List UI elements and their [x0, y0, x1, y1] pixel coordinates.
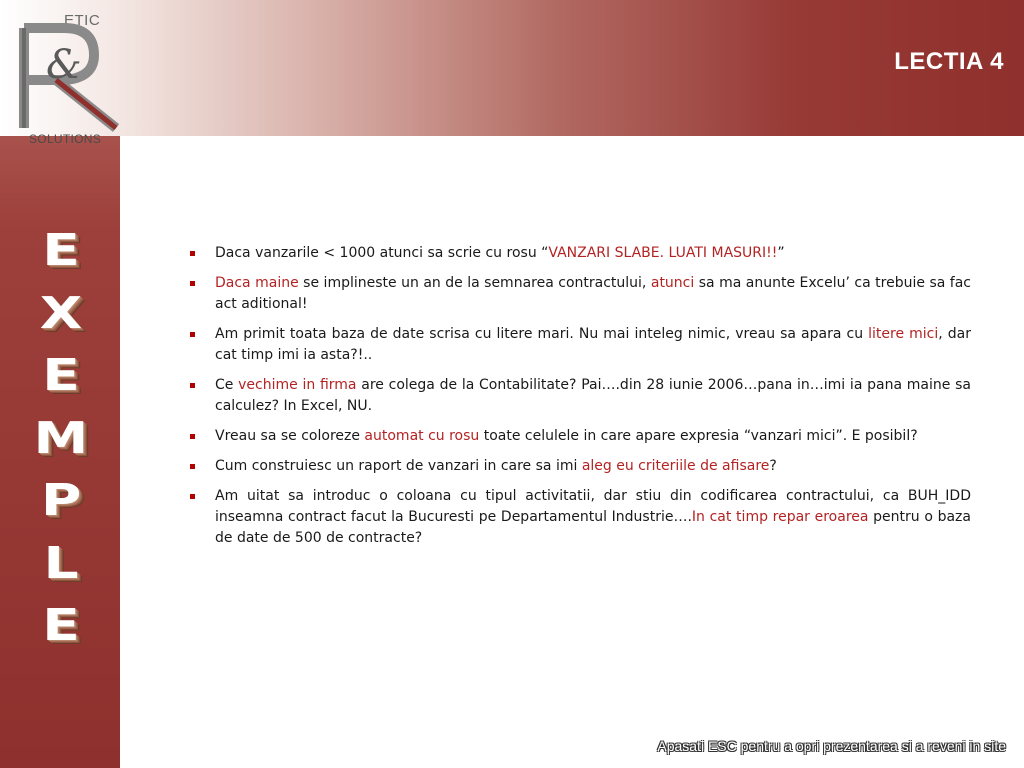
- slide-content: [188, 243, 971, 558]
- bullet-text: Am uitat sa introduc o coloana cu tipul activitatii, dar stiu din codificarea contractului, ca BUH_IDD inseamna contract facut la Bucuresti pe Departamentul Industrie….: [215, 488, 971, 525]
- bullet-text: ?: [769, 458, 777, 474]
- bullet-square-icon: [190, 464, 195, 469]
- bullet-text: Vreau sa se coloreze: [215, 428, 365, 444]
- vertical-letter: X: [39, 287, 83, 339]
- highlighted-text: atunci: [650, 275, 695, 291]
- bullet-item: [188, 426, 971, 447]
- vertical-letter: L: [43, 537, 79, 589]
- bullet-text: Daca vanzarile < 1000 atunci sa scrie cu rosu “: [215, 245, 549, 261]
- highlighted-text: vechime in firma: [238, 377, 357, 393]
- bullet-square-icon: [190, 434, 195, 439]
- bullet-square-icon: [190, 332, 195, 337]
- bullet-text: are colega de la Contabilitate? Pai….din 28 iunie 2006…pana in…imi ia pana maine sa calculez? In Excel, NU.: [215, 377, 971, 414]
- bullet-item: [188, 243, 971, 264]
- bullet-text: ”: [777, 245, 785, 261]
- svg-text:&: &: [46, 42, 82, 88]
- bullet-list: [188, 243, 971, 549]
- bullet-item: [188, 486, 971, 549]
- vertical-letter: E: [42, 225, 80, 276]
- bullet-square-icon: [190, 383, 195, 388]
- vertical-letter: M: [33, 412, 89, 464]
- vertical-word-exemple: [26, 220, 96, 658]
- bullet-text: Ce: [215, 377, 239, 393]
- bullet-text: Am primit toata baza de date scrisa cu litere mari. Nu mai inteleg nimic, vreau sa apara cu: [215, 326, 869, 342]
- bullet-item: [188, 273, 971, 315]
- bullet-square-icon: [190, 281, 195, 286]
- bullet-text: toate celulele in care apare expresia “vanzari mici”. E posibil?: [479, 428, 918, 444]
- logo-bottom-text: SOLUTIONS: [29, 132, 102, 146]
- company-logo: [14, 8, 126, 148]
- bullet-text: se implineste un an de la semnarea contractului,: [298, 275, 651, 291]
- bullet-text: , dar cat timp imi ia asta?!..: [215, 326, 971, 363]
- footer-hint: Apasati ESC pentru a opri prezentarea si a reveni in site: [657, 738, 1006, 754]
- highlighted-text: In cat timp repar eroarea: [691, 509, 869, 525]
- highlighted-text: Daca maine: [215, 275, 299, 291]
- logo-mark: [16, 20, 126, 132]
- bullet-text: pentru o baza de date de 500 de contracte?: [215, 509, 971, 546]
- highlighted-text: litere mici: [868, 326, 939, 342]
- highlighted-text: aleg eu criteriile de afisare: [581, 458, 770, 474]
- slide-title: LECTIA 4: [894, 48, 1004, 75]
- bullet-text: Cum construiesc un raport de vanzari in care sa imi: [215, 458, 582, 474]
- bullet-item: [188, 456, 971, 477]
- bullet-square-icon: [190, 494, 195, 499]
- vertical-letter: E: [42, 350, 80, 401]
- vertical-letter: P: [40, 475, 82, 526]
- bullet-item: [188, 324, 971, 366]
- highlighted-text: automat cu rosu: [364, 428, 480, 444]
- highlighted-text: VANZARI SLABE. LUATI MASURI!!: [548, 245, 778, 261]
- vertical-letter: E: [42, 600, 80, 651]
- bullet-text: sa ma anunte Excelu’ ca trebuie sa fac act aditional!: [215, 275, 971, 312]
- bullet-item: [188, 375, 971, 417]
- bullet-square-icon: [190, 251, 195, 256]
- header-banner: [0, 0, 1024, 136]
- logo-top-text: ETIC: [64, 12, 101, 29]
